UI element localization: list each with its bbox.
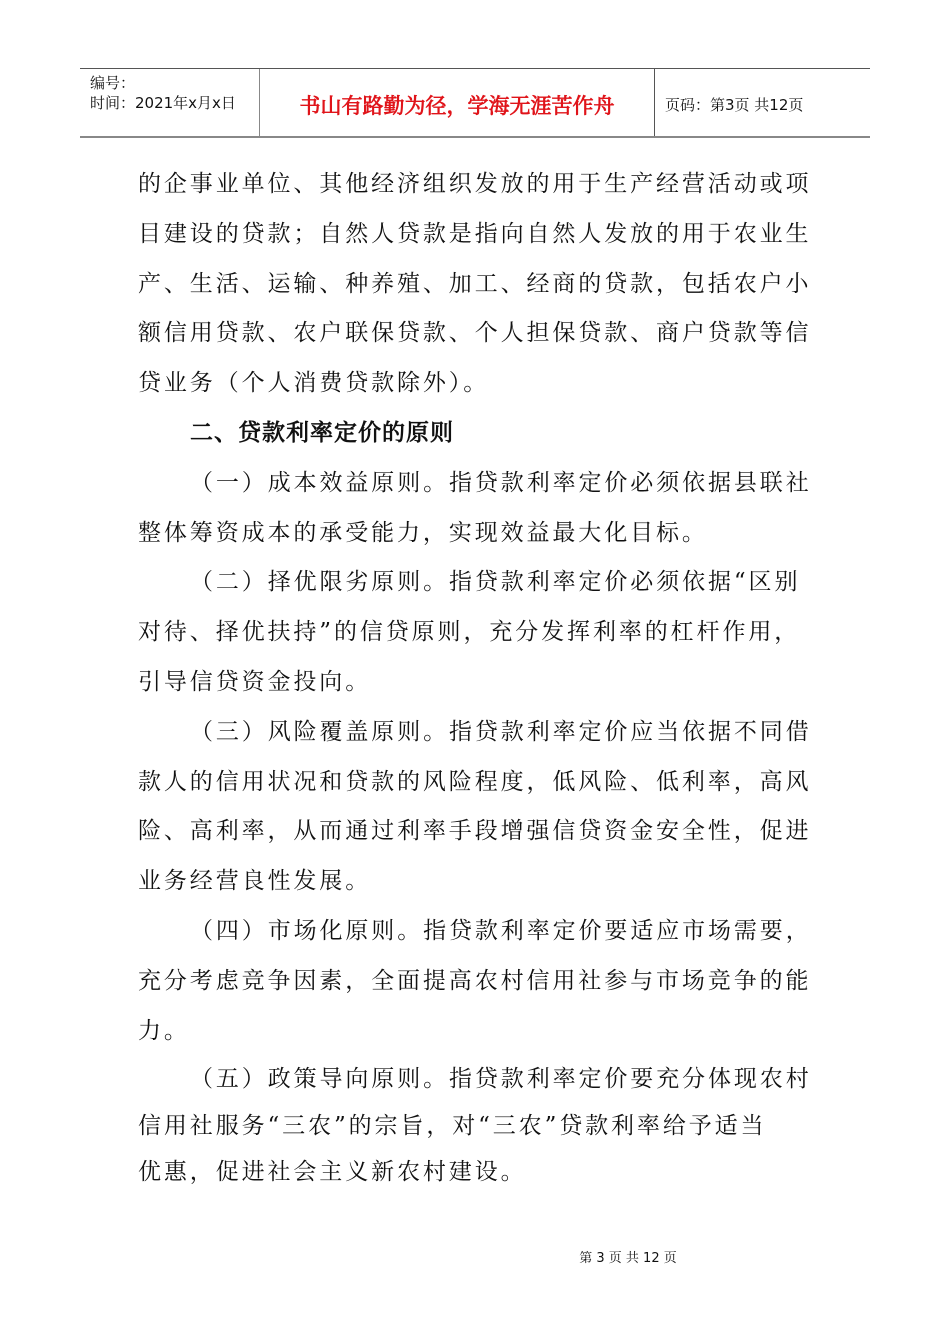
document-body (138, 160, 818, 1195)
header-motto: 书山有路勤为径，学海无涯苦作舟 (260, 69, 655, 136)
document-time: 时间：2021年x月x日 (90, 94, 236, 112)
body-line: 贷业务（个人消费贷款除外）。 (138, 370, 490, 397)
body-line: （一）成本效益原则。指贷款利率定价必须依据县联社 (190, 469, 812, 496)
body-line: 信用社服务“三农”的宗旨，对“三农”贷款利率给予适当 (138, 1113, 767, 1140)
body-line: 整体筹资成本的承受能力，实现效益最大化目标。 (138, 519, 708, 546)
document-number-label: 编号： (90, 74, 136, 92)
body-line: （二）择优限劣原则。指贷款利率定价必须依据“区别 (190, 569, 801, 596)
body-line: 充分考虑竞争因素，全面提高农村信用社参与市场竞争的能 (138, 967, 812, 994)
body-line: 的企事业单位、其他经济组织发放的用于生产经营活动或项 (138, 171, 812, 197)
body-line: 力。 (138, 1017, 190, 1044)
body-line: 额信用贷款、农户联保贷款、个人担保贷款、商户贷款等信 (138, 320, 812, 347)
body-line: （五）政策导向原则。指贷款利率定价要充分体现农村 (190, 1066, 812, 1093)
section-heading: 二、贷款利率定价的原则 (190, 419, 454, 446)
body-line: 业务经营良性发展。 (138, 868, 372, 895)
body-line: 款人的信用状况和贷款的风险程度，低风险、低利率，高风 (138, 768, 812, 795)
body-line: 对待、择优扶持”的信贷原则，充分发挥利率的杠杆作用， (138, 619, 801, 646)
body-line: 产、生活、运输、种养殖、加工、经商的贷款，包括农户小 (138, 270, 812, 297)
page-footer: 第 3 页 共 12 页 (579, 1251, 677, 1266)
header-page-info: 页码：第3页 共12页 (665, 96, 804, 114)
body-line: 险、高利率，从而通过利率手段增强信贷资金安全性，促进 (138, 818, 812, 845)
body-line: 引导信贷资金投向。 (138, 668, 372, 695)
body-line: 目建设的贷款；自然人贷款是指向自然人发放的用于农业生 (138, 220, 812, 247)
body-line: （四）市场化原则。指贷款利率定价要适应市场需要， (190, 917, 812, 944)
page-header (80, 68, 870, 138)
body-line: （三）风险覆盖原则。指贷款利率定价应当依据不同借 (190, 718, 812, 745)
header-meta (80, 69, 260, 136)
body-line: 优惠，促进社会主义新农村建设。 (138, 1159, 527, 1186)
